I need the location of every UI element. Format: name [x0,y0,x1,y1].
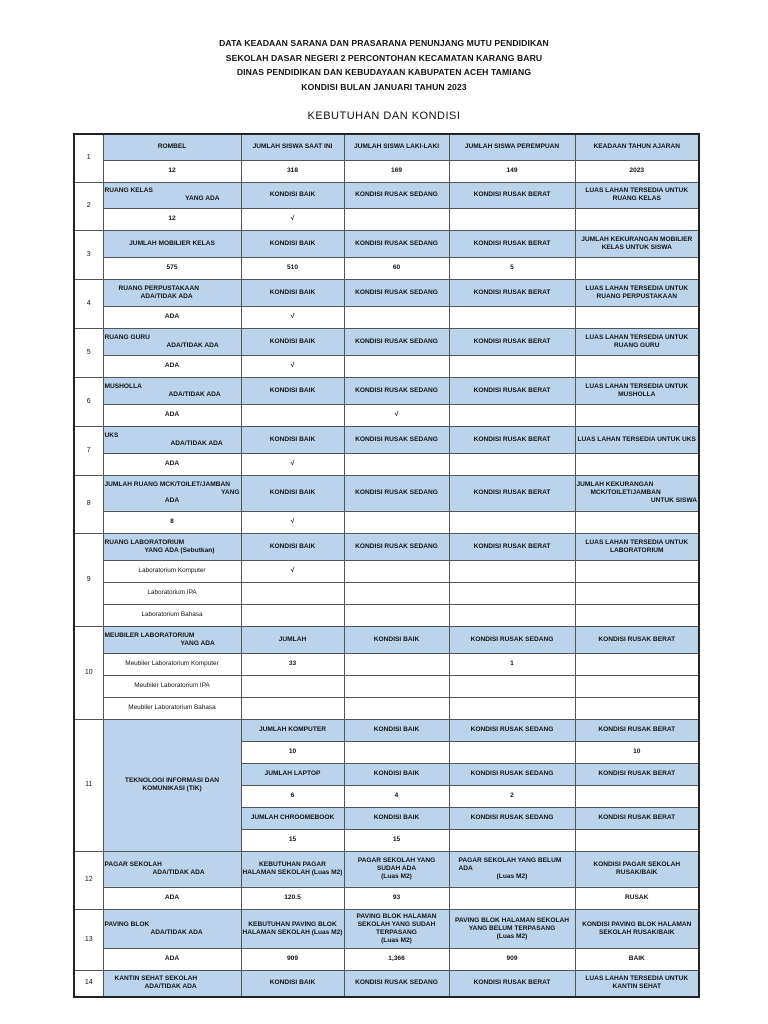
table-header-cell [344,851,449,887]
table-header-cell: KONDISI RUSAK SEDANG [344,475,449,511]
table-header-cell: KONDISI BAIK [344,763,449,785]
table-cell [241,675,344,697]
table-header-cell: JUMLAH SISWA PEREMPUAN [449,134,575,160]
row-subtitle: YANG ADA (Sebutkan) [144,546,215,554]
table-header-cell: KONDISI RUSAK SEDANG [344,533,449,560]
table-header-cell [103,279,241,306]
table-header-cell: KONDISI RUSAK BERAT [449,328,575,355]
table-cell: 4 [344,785,449,807]
table-cell: ADA [103,887,241,909]
table-header-cell: LUAS LAHAN TERSEDIA UNTUK MUSHOLLA [575,377,699,404]
table-cell [575,604,699,626]
table-header-cell: LUAS LAHAN TERSEDIA UNTUK UKS [575,426,699,453]
table-row [74,279,699,306]
row-title: JUMLAH RUANG MCK/TOILET/JAMBAN [104,481,231,488]
row-number: 8 [74,475,103,533]
table-cell [449,511,575,533]
table-header-cell: KONDISI BAIK [241,230,344,257]
table-cell [449,404,575,426]
row-subtitle: ADA/TIDAK ADA [168,390,221,398]
facility-table [73,133,700,998]
table-cell [449,560,575,582]
table-cell: Meubiler Laboratorium IPA [103,675,241,697]
table-header-cell: KONDISI RUSAK SEDANG [344,182,449,208]
header-line: PAVING BLOK HALAMAN SEKOLAH YANG BELUM TERPASANG [454,916,570,932]
table-row [74,851,699,887]
table-row [74,909,699,948]
table-cell [241,404,344,426]
table-cell: 10 [575,741,699,763]
section-title: KEBUTUHAN DAN KONDISI [307,110,461,122]
table-header-cell: LUAS LAHAN TERSEDIA UNTUK RUANG GURU [575,328,699,355]
table-cell: 33 [241,653,344,675]
row-title: PAVING BLOK [104,920,150,928]
row-subtitle: ADA/TIDAK ADA [144,983,197,991]
table-cell [344,208,449,230]
table-header-cell: KONDISI RUSAK SEDANG [344,426,449,453]
table-row [74,970,699,997]
table-cell [449,208,575,230]
table-header-cell: KONDISI RUSAK SEDANG [344,970,449,997]
row-number: 11 [74,719,103,851]
table-cell [449,582,575,604]
table-cell: 2023 [575,160,699,182]
header-line-2: SEKOLAH DASAR NEGERI 2 PERCONTOHAN KECAMATAN KARANG BARU [225,52,543,63]
header-line: UNTUK SISWA [650,497,697,504]
table-cell: ADA [103,948,241,970]
header-line: (Luas M2) [381,936,412,944]
table-header-cell: KONDISI RUSAK BERAT [449,533,575,560]
table-row [74,404,699,426]
table-cell: 15 [344,829,449,851]
table-cell [575,675,699,697]
table-cell: 575 [103,257,241,279]
table-header-cell: LUAS LAHAN TERSEDIA UNTUK RUANG KELAS [575,182,699,208]
table-cell [344,511,449,533]
row-number: 5 [74,328,103,377]
table-row [74,453,699,475]
table-row [74,355,699,377]
table-header-cell [103,533,241,560]
header-line: JUMLAH KEKURANGAN [576,481,654,488]
table-header-cell: JUMLAH SISWA LAKI-LAKI [344,134,449,160]
row-number: 12 [74,851,103,909]
table-cell [575,785,699,807]
row-title: PAGAR SEKOLAH [104,861,162,868]
table-cell: 12 [103,208,241,230]
table-header-cell: KONDISI BAIK [344,807,449,829]
table-cell [575,511,699,533]
table-header-cell: JUMLAH KEKURANGAN MOBILIER KELAS UNTUK SISWA [575,230,699,257]
row-title: RUANG LABORATORIUM [104,538,185,546]
table-header-cell [103,626,241,653]
row-subtitle: ADA/TIDAK ADA [140,292,193,300]
row-number: 1 [74,134,103,182]
row-subtitle: ADA/TIDAK ADA [152,869,205,876]
row-number: 9 [74,533,103,626]
table-header-cell [575,475,699,511]
table-header-cell: LUAS LAHAN TERSEDIA UNTUK RUANG PERPUSTAKAAN [575,279,699,306]
table-cell: 12 [103,160,241,182]
row-title-cont: YANG [221,489,240,496]
table-header-cell: KEBUTUHAN PAGAR HALAMAN SEKOLAH (Luas M2) [241,851,344,887]
header-line: MCK/TOILET/JAMBAN [590,489,661,496]
row-subtitle: ADA/TIDAK ADA [170,439,223,447]
table-header-cell: KONDISI RUSAK SEDANG [449,763,575,785]
table-cell [575,404,699,426]
table-header-cell: KONDISI RUSAK SEDANG [344,377,449,404]
table-cell [449,697,575,719]
row-number: 14 [74,970,103,997]
table-cell [449,604,575,626]
table-row [74,377,699,404]
table-cell [575,257,699,279]
table-cell: √ [241,560,344,582]
table-header-cell: KONDISI RUSAK BERAT [449,426,575,453]
row-subtitle: YANG ADA [185,195,220,202]
table-header-cell: KONDISI BAIK [241,279,344,306]
table-cell: 15 [241,829,344,851]
header-line: PAGAR SEKOLAH YANG SUDAH ADA [357,857,436,872]
table-header-cell [103,475,241,511]
table-cell [575,306,699,328]
table-cell [575,697,699,719]
header-line: PAGAR SEKOLAH YANG BELUM ADA [458,857,562,872]
row-title: KANTIN SEHAT SEKOLAH [114,975,198,983]
table-row [74,475,699,511]
table-header-cell [103,328,241,355]
table-header-cell: KONDISI BAIK [241,377,344,404]
header-line: (Luas M2) [496,873,528,880]
table-cell [344,675,449,697]
row-title: UKS [104,431,119,439]
table-header-cell [449,851,575,887]
table-cell: √ [241,511,344,533]
table-header-cell: KONDISI BAIK [241,970,344,997]
table-cell [344,697,449,719]
table-cell: Meubiler Laboratorium Komputer [103,653,241,675]
table-header-cell [344,909,449,948]
row-title: RUANG PERPUSTAKAAN [118,284,199,292]
table-cell: 909 [449,948,575,970]
header-line-4: KONDISI BULAN JANUARI TAHUN 2023 [301,81,467,92]
table-cell [575,453,699,475]
table-cell: 909 [241,948,344,970]
table-row [74,697,699,719]
table-header-cell: KONDISI BAIK [344,626,449,653]
table-cell [449,306,575,328]
table-header-cell: JUMLAH LAPTOP [241,763,344,785]
table-row [74,160,699,182]
table-header-cell: KONDISI RUSAK BERAT [449,230,575,257]
table-row [74,208,699,230]
table-cell [575,653,699,675]
table-header-cell: KONDISI PAVING BLOK HALAMAN SEKOLAH RUSAK/BAIK [575,909,699,948]
table-header-cell [103,377,241,404]
table-cell: 149 [449,160,575,182]
row-title: MUSHOLLA [104,382,142,390]
table-cell: Laboratorium Bahasa [103,604,241,626]
table-row [74,675,699,697]
table-row [74,182,699,208]
table-cell: 6 [241,785,344,807]
table-cell [344,306,449,328]
table-cell [575,560,699,582]
row-title: RUANG GURU [104,333,150,341]
table-header-cell: KEADAAN TAHUN AJARAN [575,134,699,160]
table-header-cell: KONDISI BAIK [241,475,344,511]
row-subtitle: YANG ADA [180,639,215,647]
table-cell: 318 [241,160,344,182]
table-header-cell: KONDISI RUSAK SEDANG [449,626,575,653]
header-line: (Luas M2) [496,932,528,940]
table-cell: RUSAK [575,887,699,909]
table-header-cell: KONDISI BAIK [241,328,344,355]
table-header-cell: KONDISI RUSAK BERAT [575,626,699,653]
table-cell: ADA [103,355,241,377]
table-cell [344,453,449,475]
table-row [74,230,699,257]
table-cell [449,453,575,475]
header-line-3: DINAS PENDIDIKAN DAN KEBUDAYAAN KABUPATEN ACEH TAMIANG [236,67,532,77]
table-header-cell: JUMLAH CHROOMEBOOK [241,807,344,829]
table-header-cell: KONDISI RUSAK SEDANG [344,279,449,306]
table-row [74,948,699,970]
row-number: 13 [74,909,103,970]
row-number: 10 [74,626,103,719]
table-header-cell: LUAS LAHAN TERSEDIA UNTUK LABORATORIUM [575,533,699,560]
table-cell: √ [241,355,344,377]
table-header-cell: JUMLAH MOBILIER KELAS [103,230,241,257]
table-header-cell [103,909,241,948]
table-header-cell: KONDISI RUSAK SEDANG [449,719,575,741]
table-cell: Laboratorium IPA [103,582,241,604]
table-cell [449,741,575,763]
table-header-cell: ROMBEL [103,134,241,160]
table-header-cell: KONDISI RUSAK SEDANG [344,230,449,257]
table-cell: 93 [344,887,449,909]
table-row [74,604,699,626]
header-line: (Luas M2) [381,873,412,880]
table-header-cell [103,426,241,453]
table-cell: 169 [344,160,449,182]
table-cell [575,208,699,230]
table-row [74,626,699,653]
table-cell: 60 [344,257,449,279]
table-header-cell: JUMLAH [241,626,344,653]
table-header-cell: KONDISI PAGAR SEKOLAH RUSAK/BAIK [575,851,699,887]
table-cell [241,697,344,719]
table-cell: 8 [103,511,241,533]
header-line-1: DATA KEADAAN SARANA DAN PRASARANA PENUNJANG MUTU PENDIDIKAN [219,38,549,48]
table-row [74,582,699,604]
table-cell: Laboratorium Komputer [103,560,241,582]
table-cell [344,653,449,675]
table-cell [344,741,449,763]
table-cell [575,829,699,851]
row-number: 3 [74,230,103,279]
table-row [74,257,699,279]
table-cell [449,887,575,909]
table-cell: 510 [241,257,344,279]
table-cell [344,560,449,582]
table-header-cell: KONDISI RUSAK BERAT [575,719,699,741]
row-number: 4 [74,279,103,328]
table-row [74,560,699,582]
table-header-cell: KONDISI BAIK [241,426,344,453]
table-cell: 1,366 [344,948,449,970]
table-row [74,328,699,355]
table-header-cell [449,909,575,948]
table-cell [241,604,344,626]
document-header [0,36,768,94]
table-row [74,887,699,909]
table-cell [449,355,575,377]
table-header-cell: KONDISI BAIK [241,182,344,208]
row-subtitle: ADA/TIDAK ADA [166,341,219,349]
table-cell: ADA [103,306,241,328]
table-header-cell: JUMLAH KOMPUTER [241,719,344,741]
table-header-cell: LUAS LAHAN TERSEDIA UNTUK KANTIN SEHAT [575,970,699,997]
table-row [74,134,699,160]
table-header-cell: KONDISI BAIK [344,719,449,741]
table-header-cell: KONDISI RUSAK BERAT [449,475,575,511]
table-cell: 2 [449,785,575,807]
row-number: 6 [74,377,103,426]
table-header-cell: KONDISI RUSAK BERAT [575,807,699,829]
table-header-cell: TEKNOLOGI INFORMASI DAN KOMUNIKASI (TIK) [103,719,241,851]
table-cell [241,582,344,604]
table-cell: √ [241,453,344,475]
table-cell: √ [241,208,344,230]
table-cell: ADA [103,404,241,426]
table-cell [344,604,449,626]
table-header-cell: KONDISI RUSAK BERAT [575,763,699,785]
table-row [74,533,699,560]
table-header-cell: KONDISI BAIK [241,533,344,560]
table-header-cell [103,970,241,997]
table-row [74,511,699,533]
table-header-cell: KONDISI RUSAK SEDANG [344,328,449,355]
table-cell [344,355,449,377]
table-cell [575,582,699,604]
table-cell [449,675,575,697]
table-row [74,719,699,741]
table-cell: 10 [241,741,344,763]
table-cell [449,829,575,851]
table-row [74,306,699,328]
table-cell: Meubiler Laboratorium Bahasa [103,697,241,719]
row-title: RUANG KELAS [104,187,153,194]
table-cell: √ [344,404,449,426]
table-header-cell: KONDISI RUSAK BERAT [449,377,575,404]
table-cell: 5 [449,257,575,279]
table-cell: ADA [103,453,241,475]
header-line: PAVING BLOK HALAMAN SEKOLAH YANG SUDAH TERPASANG [356,912,437,936]
table-header-cell [103,851,241,887]
table-cell: BAIK [575,948,699,970]
table-cell: 120.5 [241,887,344,909]
table-header-cell: JUMLAH SISWA SAAT INI [241,134,344,160]
table-cell [344,582,449,604]
row-subtitle: ADA/TIDAK ADA [150,928,203,936]
table-row [74,653,699,675]
table-cell: √ [241,306,344,328]
table-cell: 1 [449,653,575,675]
table-row [74,426,699,453]
row-number: 7 [74,426,103,475]
table-header-cell: KONDISI RUSAK BERAT [449,279,575,306]
table-header-cell: KONDISI RUSAK BERAT [449,970,575,997]
table-header-cell: KONDISI RUSAK BERAT [449,182,575,208]
row-subtitle: ADA [164,497,180,504]
table-header-cell: KEBUTUHAN PAVING BLOK HALAMAN SEKOLAH (Luas M2) [241,909,344,948]
row-title: MEUBILER LABORATORIUM [104,631,195,639]
table-header-cell [103,182,241,208]
table-cell [575,355,699,377]
table-header-cell: KONDISI RUSAK SEDANG [449,807,575,829]
row-number: 2 [74,182,103,230]
